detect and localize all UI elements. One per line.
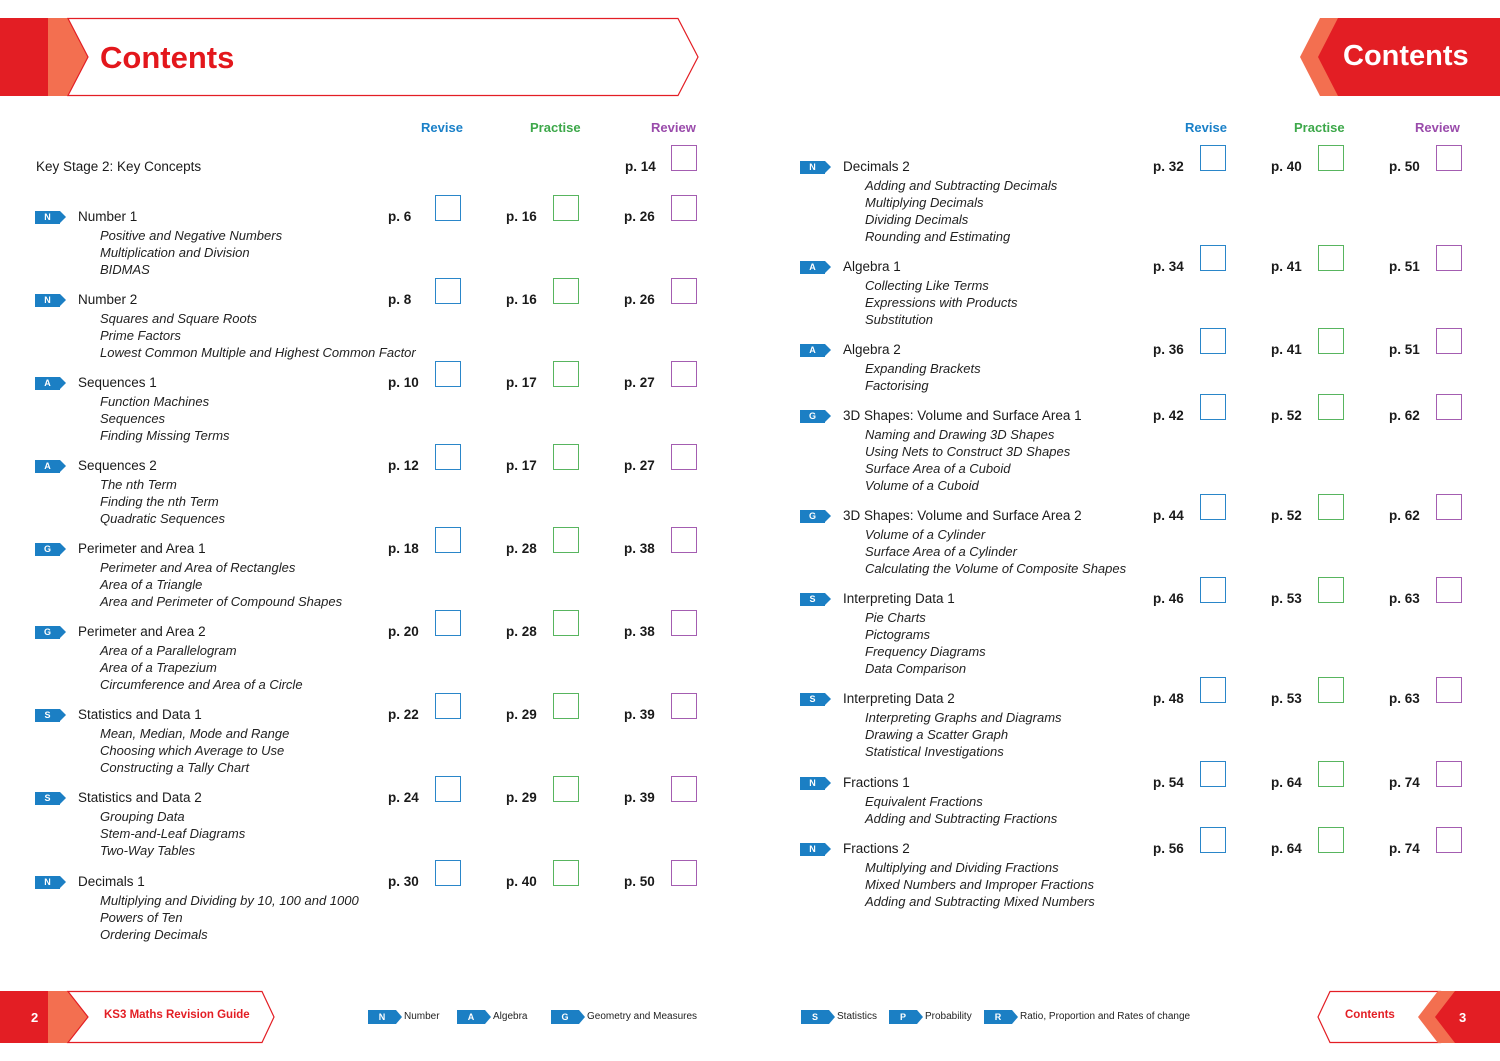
practise-checkbox[interactable] [1318, 494, 1344, 520]
practise-page: p. 41 [1271, 342, 1302, 357]
revise-checkbox[interactable] [435, 860, 461, 886]
revise-checkbox[interactable] [435, 527, 461, 553]
entry-subtopics [865, 793, 1057, 827]
entry-subtopics [865, 360, 981, 394]
entry-title: Statistics and Data 1 [78, 707, 202, 722]
subtopic: Adding and Subtracting Decimals [865, 178, 1058, 193]
subtopic: Surface Area of a Cuboid [865, 461, 1011, 476]
practise-checkbox[interactable] [1318, 677, 1344, 703]
review-checkbox[interactable] [1436, 245, 1462, 271]
review-page: p. 50 [624, 874, 655, 889]
entry-title: Number 2 [78, 292, 138, 307]
topic-badge: N [800, 161, 825, 174]
practise-checkbox[interactable] [553, 527, 579, 553]
entry-subtopics [100, 808, 245, 859]
entry-subtopics [865, 609, 986, 677]
entry-subtopics [100, 725, 289, 776]
review-checkbox[interactable] [1436, 577, 1462, 603]
review-checkbox[interactable] [671, 776, 697, 802]
entry-title: Sequences 2 [78, 458, 157, 473]
practise-checkbox[interactable] [1318, 827, 1344, 853]
revise-page: p. 56 [1153, 841, 1184, 856]
subtopic: Naming and Drawing 3D Shapes [865, 427, 1055, 442]
contents-entry [800, 691, 1470, 762]
review-page: p. 74 [1389, 841, 1420, 856]
subtopic: Interpreting Graphs and Diagrams [865, 710, 1062, 725]
subtopic: The nth Term [100, 477, 177, 492]
review-page: p. 51 [1389, 342, 1420, 357]
legend-badge: R [984, 1010, 1012, 1024]
review-page: p. 26 [624, 292, 655, 307]
contents-entry [35, 292, 705, 363]
subtopic: Mean, Median, Mode and Range [100, 726, 290, 741]
subtopic: Expanding Brackets [865, 361, 981, 376]
practise-page: p. 28 [506, 624, 537, 639]
topic-badge: S [35, 792, 60, 805]
legend-label: Ratio, Proportion and Rates of change [1020, 1011, 1191, 1022]
subtopic: Pie Charts [865, 610, 926, 625]
entry-title: Algebra 2 [843, 342, 901, 357]
revise-page: p. 20 [388, 624, 419, 639]
contents-entry [35, 790, 705, 861]
revise-checkbox[interactable] [1200, 145, 1226, 171]
practise-page: p. 16 [506, 209, 537, 224]
column-header-practise: Practise [1294, 120, 1345, 135]
topic-badge: G [35, 543, 60, 556]
subtopic: Pictograms [865, 627, 931, 642]
subtopic: Calculating the Volume of Composite Shapes [865, 561, 1127, 576]
practise-checkbox[interactable] [1318, 145, 1344, 171]
practise-checkbox[interactable] [553, 776, 579, 802]
entry-subtopics [100, 642, 303, 693]
subtopic: Expressions with Products [865, 295, 1018, 310]
entry-subtopics [100, 476, 225, 527]
revise-checkbox[interactable] [1200, 394, 1226, 420]
subtopic: Function Machines [100, 394, 210, 409]
topic-badge: G [800, 410, 825, 423]
revise-checkbox[interactable] [435, 693, 461, 719]
contents-entry [35, 874, 705, 945]
revise-page: p. 46 [1153, 591, 1184, 606]
legend-badge: A [457, 1010, 485, 1024]
review-checkbox[interactable] [1436, 145, 1462, 171]
footer-banners [0, 985, 1500, 1061]
review-checkbox[interactable] [671, 195, 697, 221]
contents-entry [800, 159, 1470, 247]
review-checkbox[interactable] [671, 278, 697, 304]
topic-badge: A [35, 377, 60, 390]
entry-title: Sequences 1 [78, 375, 157, 390]
review-page: p. 74 [1389, 775, 1420, 790]
practise-checkbox[interactable] [553, 278, 579, 304]
practise-page: p. 17 [506, 458, 537, 473]
topic-badge: S [35, 709, 60, 722]
revise-page: p. 8 [388, 292, 412, 307]
practise-page: p. 17 [506, 375, 537, 390]
practise-page: p. 28 [506, 541, 537, 556]
practise-checkbox[interactable] [553, 860, 579, 886]
subtopic: Mixed Numbers and Improper Fractions [865, 877, 1095, 892]
footer-page-number-left: 2 [31, 1010, 39, 1025]
practise-page: p. 53 [1271, 691, 1302, 706]
footer-page-number-right: 3 [1459, 1010, 1467, 1025]
review-checkbox[interactable] [671, 527, 697, 553]
practise-checkbox[interactable] [553, 361, 579, 387]
revise-checkbox[interactable] [435, 444, 461, 470]
subtopic: Prime Factors [100, 328, 181, 343]
practise-page: p. 41 [1271, 259, 1302, 274]
practise-checkbox[interactable] [1318, 394, 1344, 420]
legend-label: Algebra [493, 1011, 528, 1022]
subtopic: Surface Area of a Cylinder [865, 544, 1017, 559]
subtopic: Stem-and-Leaf Diagrams [100, 826, 246, 841]
practise-checkbox[interactable] [553, 444, 579, 470]
page-title-left: Contents [100, 40, 235, 75]
revise-page: p. 36 [1153, 342, 1184, 357]
subtopic: BIDMAS [100, 262, 150, 277]
revise-checkbox[interactable] [1200, 245, 1226, 271]
revise-page: p. 32 [1153, 159, 1184, 174]
subtopic: Grouping Data [100, 809, 185, 824]
practise-page: p. 64 [1271, 841, 1302, 856]
review-page: p. 63 [1389, 591, 1420, 606]
revise-checkbox[interactable] [1200, 494, 1226, 520]
practise-page: p. 29 [506, 790, 537, 805]
subtopic: Constructing a Tally Chart [100, 760, 250, 775]
ks2-review-page: p. 14 [625, 159, 656, 174]
revise-page: p. 30 [388, 874, 419, 889]
topic-badge: N [800, 777, 825, 790]
subtopic: Positive and Negative Numbers [100, 228, 283, 243]
revise-checkbox[interactable] [1200, 577, 1226, 603]
practise-page: p. 52 [1271, 408, 1302, 423]
topic-badge: A [35, 460, 60, 473]
subtopic: Data Comparison [865, 661, 967, 676]
practise-checkbox[interactable] [1318, 328, 1344, 354]
column-header-practise: Practise [530, 120, 581, 135]
practise-page: p. 64 [1271, 775, 1302, 790]
subtopic: Volume of a Cuboid [865, 478, 979, 493]
subtopic: Drawing a Scatter Graph [865, 727, 1009, 742]
review-checkbox[interactable] [671, 361, 697, 387]
revise-page: p. 10 [388, 375, 419, 390]
review-page: p. 38 [624, 541, 655, 556]
topic-badge: N [800, 843, 825, 856]
subtopic: Equivalent Fractions [865, 794, 983, 809]
revise-checkbox[interactable] [435, 776, 461, 802]
contents-entry [800, 259, 1470, 330]
subtopic: Multiplication and Division [100, 245, 250, 260]
entry-title: Interpreting Data 2 [843, 691, 955, 706]
subtopic: Circumference and Area of a Circle [100, 677, 303, 692]
page-title-right: Contents [1343, 40, 1469, 72]
review-checkbox[interactable] [1436, 761, 1462, 787]
practise-checkbox[interactable] [553, 610, 579, 636]
revise-page: p. 34 [1153, 259, 1184, 274]
contents-entry [800, 408, 1470, 496]
legend-badge: S [801, 1010, 829, 1024]
review-checkbox[interactable] [671, 444, 697, 470]
revise-page: p. 44 [1153, 508, 1184, 523]
subtopic: Choosing which Average to Use [100, 743, 285, 758]
entry-subtopics [100, 310, 416, 361]
entry-subtopics [100, 892, 359, 943]
contents-entry [35, 624, 705, 695]
revise-checkbox[interactable] [435, 610, 461, 636]
revise-checkbox[interactable] [435, 278, 461, 304]
subtopic: Dividing Decimals [865, 212, 969, 227]
subtopic: Multiplying and Dividing Fractions [865, 860, 1059, 875]
entry-subtopics [865, 526, 1126, 577]
topic-badge: S [800, 593, 825, 606]
practise-checkbox[interactable] [1318, 577, 1344, 603]
subtopic: Substitution [865, 312, 933, 327]
ks2-title: Key Stage 2: Key Concepts [36, 159, 202, 174]
legend-label: Geometry and Measures [587, 1011, 698, 1022]
contents-entry [35, 707, 705, 778]
contents-entry [800, 775, 1470, 829]
entry-subtopics [865, 277, 1017, 328]
entry-subtopics [100, 227, 282, 278]
review-page: p. 50 [1389, 159, 1420, 174]
subtopic: Sequences [100, 411, 166, 426]
column-header-revise: Revise [1185, 120, 1227, 135]
practise-checkbox[interactable] [1318, 761, 1344, 787]
subtopic: Perimeter and Area of Rectangles [100, 560, 296, 575]
contents-entry [800, 841, 1470, 912]
review-checkbox[interactable] [1436, 494, 1462, 520]
practise-page: p. 16 [506, 292, 537, 307]
topic-badge: N [35, 876, 60, 889]
entry-title: Decimals 1 [78, 874, 145, 889]
subtopic: Adding and Subtracting Mixed Numbers [865, 894, 1095, 909]
revise-page: p. 48 [1153, 691, 1184, 706]
subtopic: Quadratic Sequences [100, 511, 226, 526]
subtopic: Lowest Common Multiple and Highest Common Factor [100, 345, 416, 360]
practise-page: p. 52 [1271, 508, 1302, 523]
revise-page: p. 18 [388, 541, 419, 556]
subtopic: Finding the nth Term [100, 494, 219, 509]
subtopic: Squares and Square Roots [100, 311, 257, 326]
revise-page: p. 12 [388, 458, 419, 473]
subtopic: Area of a Triangle [100, 577, 203, 592]
ks2-entry [36, 159, 706, 179]
topic-badge: G [35, 626, 60, 639]
entry-title: Fractions 2 [843, 841, 910, 856]
legend-label: Statistics [837, 1011, 878, 1022]
entry-title: Decimals 2 [843, 159, 910, 174]
revise-checkbox[interactable] [1200, 827, 1226, 853]
entry-subtopics [865, 426, 1070, 494]
review-page: p. 27 [624, 375, 655, 390]
subtopic: Area of a Parallelogram [100, 643, 237, 658]
subtopic: Factorising [865, 378, 929, 393]
practise-checkbox[interactable] [553, 195, 579, 221]
subtopic: Collecting Like Terms [865, 278, 989, 293]
practise-page: p. 29 [506, 707, 537, 722]
entry-subtopics [865, 177, 1057, 245]
column-header-review: Review [651, 120, 696, 135]
footer-section-title: Contents [1345, 1009, 1395, 1021]
topic-badge: G [800, 510, 825, 523]
subtopic: Frequency Diagrams [865, 644, 986, 659]
revise-checkbox[interactable] [1200, 328, 1226, 354]
subtopic: Area and Perimeter of Compound Shapes [100, 594, 343, 609]
subtopic: Rounding and Estimating [865, 229, 1011, 244]
review-page: p. 62 [1389, 408, 1420, 423]
revise-page: p. 22 [388, 707, 419, 722]
review-page: p. 63 [1389, 691, 1420, 706]
entry-title: Algebra 1 [843, 259, 901, 274]
subtopic: Powers of Ten [100, 910, 183, 925]
revise-page: p. 42 [1153, 408, 1184, 423]
revise-page: p. 54 [1153, 775, 1184, 790]
topic-badge: A [800, 344, 825, 357]
contents-entry [35, 458, 705, 529]
legend-label: Number [404, 1011, 440, 1022]
legend-badge: P [889, 1010, 917, 1024]
contents-entry [35, 209, 705, 280]
review-page: p. 39 [624, 707, 655, 722]
review-page: p. 26 [624, 209, 655, 224]
review-checkbox[interactable] [671, 693, 697, 719]
revise-checkbox[interactable] [1200, 677, 1226, 703]
subtopic: Multiplying Decimals [865, 195, 984, 210]
review-checkbox[interactable] [1436, 677, 1462, 703]
column-header-review: Review [1415, 120, 1460, 135]
entry-title: 3D Shapes: Volume and Surface Area 2 [843, 508, 1082, 523]
contents-entry [800, 508, 1470, 579]
entry-title: 3D Shapes: Volume and Surface Area 1 [843, 408, 1082, 423]
entry-title: Fractions 1 [843, 775, 910, 790]
entry-title: Statistics and Data 2 [78, 790, 202, 805]
practise-page: p. 40 [506, 874, 537, 889]
review-page: p. 39 [624, 790, 655, 805]
subtopic: Multiplying and Dividing by 10, 100 and 1000 [100, 893, 359, 908]
entry-subtopics [865, 859, 1095, 910]
column-header-revise: Revise [421, 120, 463, 135]
legend-label: Probability [925, 1011, 972, 1022]
entry-subtopics [100, 393, 230, 444]
review-page: p. 62 [1389, 508, 1420, 523]
topic-badge: N [35, 294, 60, 307]
legend-badge: N [368, 1010, 396, 1024]
footer-book-title: KS3 Maths Revision Guide [104, 1009, 250, 1021]
contents-entry [35, 541, 705, 612]
review-page: p. 27 [624, 458, 655, 473]
review-checkbox[interactable] [1436, 394, 1462, 420]
practise-checkbox[interactable] [553, 693, 579, 719]
revise-checkbox[interactable] [435, 195, 461, 221]
subtopic: Using Nets to Construct 3D Shapes [865, 444, 1071, 459]
review-page: p. 51 [1389, 259, 1420, 274]
review-checkbox[interactable] [671, 610, 697, 636]
revise-page: p. 24 [388, 790, 419, 805]
legend-badge: G [551, 1010, 579, 1024]
subtopic: Adding and Subtracting Fractions [865, 811, 1058, 826]
practise-checkbox[interactable] [1318, 245, 1344, 271]
revise-page: p. 6 [388, 209, 412, 224]
entry-title: Perimeter and Area 2 [78, 624, 206, 639]
entry-subtopics [865, 709, 1062, 760]
entry-title: Number 1 [78, 209, 138, 224]
subtopic: Ordering Decimals [100, 927, 208, 942]
practise-page: p. 40 [1271, 159, 1302, 174]
entry-subtopics [100, 559, 342, 610]
topic-badge: N [35, 211, 60, 224]
subtopic: Two-Way Tables [100, 843, 196, 858]
review-checkbox[interactable] [671, 860, 697, 886]
subtopic: Finding Missing Terms [100, 428, 230, 443]
subtopic: Volume of a Cylinder [865, 527, 986, 542]
topic-badge: A [800, 261, 825, 274]
review-checkbox[interactable] [1436, 827, 1462, 853]
revise-checkbox[interactable] [1200, 761, 1226, 787]
contents-entry [800, 591, 1470, 679]
practise-page: p. 53 [1271, 591, 1302, 606]
review-checkbox[interactable] [1436, 328, 1462, 354]
topic-badge: S [800, 693, 825, 706]
review-checkbox[interactable] [671, 145, 697, 171]
contents-entry [35, 375, 705, 446]
subtopic: Statistical Investigations [865, 744, 1004, 759]
review-page: p. 38 [624, 624, 655, 639]
entry-title: Interpreting Data 1 [843, 591, 955, 606]
revise-checkbox[interactable] [435, 361, 461, 387]
contents-entry [800, 342, 1470, 396]
entry-title: Perimeter and Area 1 [78, 541, 206, 556]
subtopic: Area of a Trapezium [100, 660, 217, 675]
